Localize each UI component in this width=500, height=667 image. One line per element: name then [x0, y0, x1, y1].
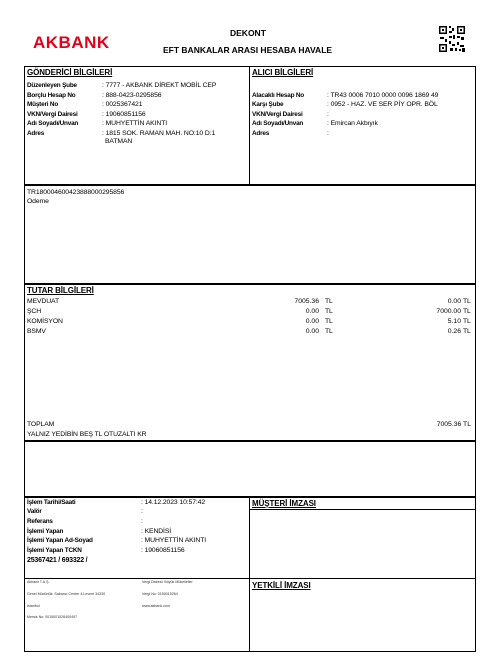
total-value: 7005.36 TL [436, 421, 471, 428]
amount-in-words: YALNIZ YEDİBİN BEŞ TL OTUZALTI KR [27, 431, 147, 438]
doc-title: DEKONT [230, 28, 266, 38]
customer-signature-label: MÜŞTERİ İMZASI [252, 499, 316, 508]
sender-section-title: GÖNDERİCİ BİLGİLERİ [27, 68, 113, 77]
description-box [24, 185, 476, 284]
receiver-section-title: ALICI BİLGİLERİ [252, 68, 314, 77]
amounts-section-title: TUTAR BİLGİLERİ [27, 286, 94, 295]
parties-box [24, 66, 476, 185]
doc-subtitle: EFT BANKALAR ARASI HESABA HAVALE [163, 45, 333, 55]
akbank-logo: AKBANK [33, 33, 110, 52]
amount-row: ŞCH 0.00 TL 7000.00 TL [27, 308, 471, 315]
qr-code-icon [438, 25, 466, 53]
description-line: TR180004600423888000295856 [27, 189, 125, 196]
total-label: TOPLAM [27, 421, 55, 428]
description-line: Odeme [27, 198, 49, 205]
blank-area-box [24, 441, 476, 497]
amount-row: BSMV 0.00 TL 0.26 TL [27, 328, 471, 335]
footer-box [24, 578, 476, 652]
amount-row: MEVDUAT 7005.36 TL 0.00 TL [27, 298, 471, 305]
amount-row: KOMİSYON 0.00 TL 5.10 TL [27, 318, 471, 325]
authorized-signature-label: YETKİLİ İMZASI [252, 581, 311, 590]
